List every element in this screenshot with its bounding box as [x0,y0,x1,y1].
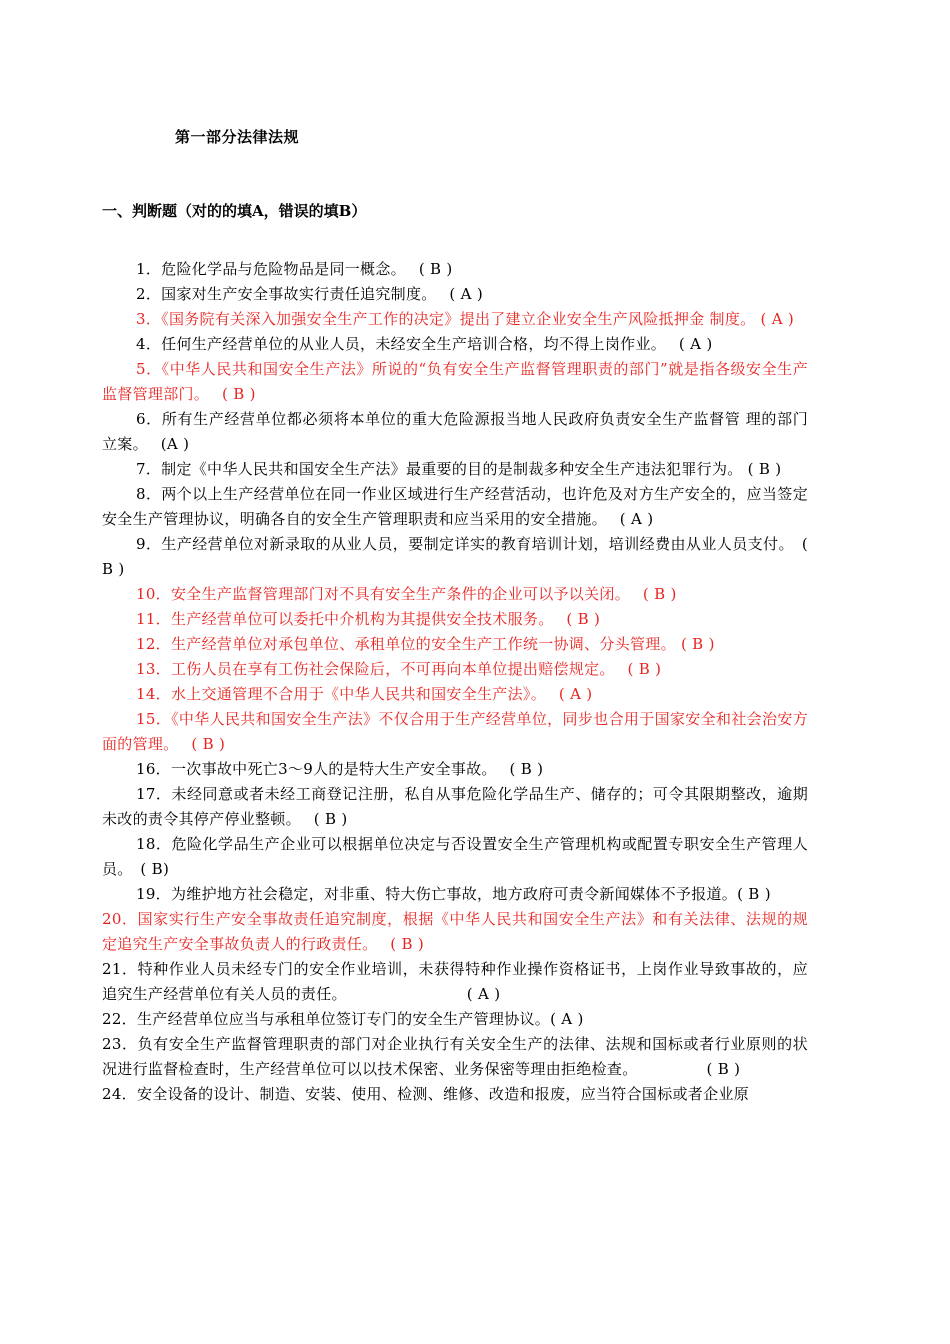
question-item: 6．所有生产经营单位都必须将本单位的重大危险源报当地人民政府负责安全生产监督管 理的部门立案。 (A ) [102,410,808,453]
question-item: 16．一次事故中死亡3～9人的是特大生产安全事故。 ( B ) [136,760,544,778]
question-item: 24．安全设备的设计、制造、安装、使用、检测、维修、改造和报废，应当符合国标或者企业原 [102,1085,749,1103]
question-item: 15．《中华人民共和国安全生产法》不仅合用于生产经营单位，同步也合用于国家安全和社会治安方面的管理。 ( B ) [102,710,808,753]
question-item: 8．两个以上生产经营单位在同一作业区域进行生产经营活动，也许危及对方生产安全的，应当签定安全生产管理协议，明确各自的安全生产管理职责和应当采用的安全措施。 ( A ) [102,485,808,528]
question-item: 11．生产经营单位可以委托中介机构为其提供安全技术服务。 ( B ) [136,610,601,628]
question-item: 17．未经同意或者未经工商登记注册，私自从事危险化学品生产、储存的；可令其限期整改，逾期未改的责令其停产停业整顿。 ( B ) [102,785,808,828]
question-item: 21．特种作业人员未经专门的安全作业培训，未获得特种作业操作资格证书，上岗作业导致事故的，应追究生产经营单位有关人员的责任。 ( A ) [102,960,808,1003]
question-item: 19．为维护地方社会稳定，对非重、特大伤亡事故，地方政府可责令新闻媒体不予报道。( B ) [136,885,771,903]
question-item: 22．生产经营单位应当与承租单位签订专门的安全生产管理协议。( A ) [102,1010,584,1028]
question-item: 4．任何生产经营单位的从业人员，未经安全生产培训合格，均不得上岗作业。 ( A ) [136,335,713,353]
question-item: 18．危险化学品生产企业可以根据单位决定与否设置安全生产管理机构或配置专职安全生产管理人员。 ( B) [102,835,808,878]
question-list [102,257,808,1107]
question-item: 20．国家实行生产安全事故责任追究制度，根据《中华人民共和国安全生产法》和有关法律、法规的规定追究生产安全事故负责人的行政责任。 ( B ) [102,910,808,953]
question-item: 12．生产经营单位对承包单位、承租单位的安全生产工作统一协调、分头管理。 ( B ) [136,635,715,653]
question-item: 7．制定《中华人民共和国安全生产法》最重要的目的是制裁多种安全生产违法犯罪行为。 ( B ) [136,460,782,478]
question-item: 23．负有安全生产监督管理职责的部门对企业执行有关安全生产的法律、法规和国标或者行业原则的状况进行监督检查时，生产经营单位可以以技术保密、业务保密等理由拒绝检查。 ( B ) [102,1035,808,1078]
question-item: 9．生产经营单位对新录取的从业人员，要制定详实的教育培训计划，培训经费由从业人员支付。 ( B ) [102,535,808,578]
question-item: 14．水上交通管理不合用于《中华人民共和国安全生产法》。 ( A ) [136,685,593,703]
question-item: 1．危险化学品与危险物品是同一概念。 ( B ) [136,260,453,278]
question-item: 3．《国务院有关深入加强安全生产工作的决定》提出了建立企业安全生产风险抵押金 制度。 ( A ) [136,310,795,328]
section-title: 一、判断题（对的的填A，错误的填B） [102,202,367,220]
question-item: 2．国家对生产安全事故实行责任追究制度。 ( A ) [136,285,483,303]
question-item: 5．《中华人民共和国安全生产法》所说的“负有安全生产监督管理职责的部门”就是指各级安全生产监督管理部门。 ( B ) [102,360,808,403]
question-item: 10．安全生产监督管理部门对不具有安全生产条件的企业可以予以关闭。 ( B ) [136,585,677,603]
question-item: 13．工伤人员在享有工伤社会保险后，不可再向本单位提出赔偿规定。 ( B ) [136,660,662,678]
part-title: 第一部分法律法规 [175,128,300,146]
